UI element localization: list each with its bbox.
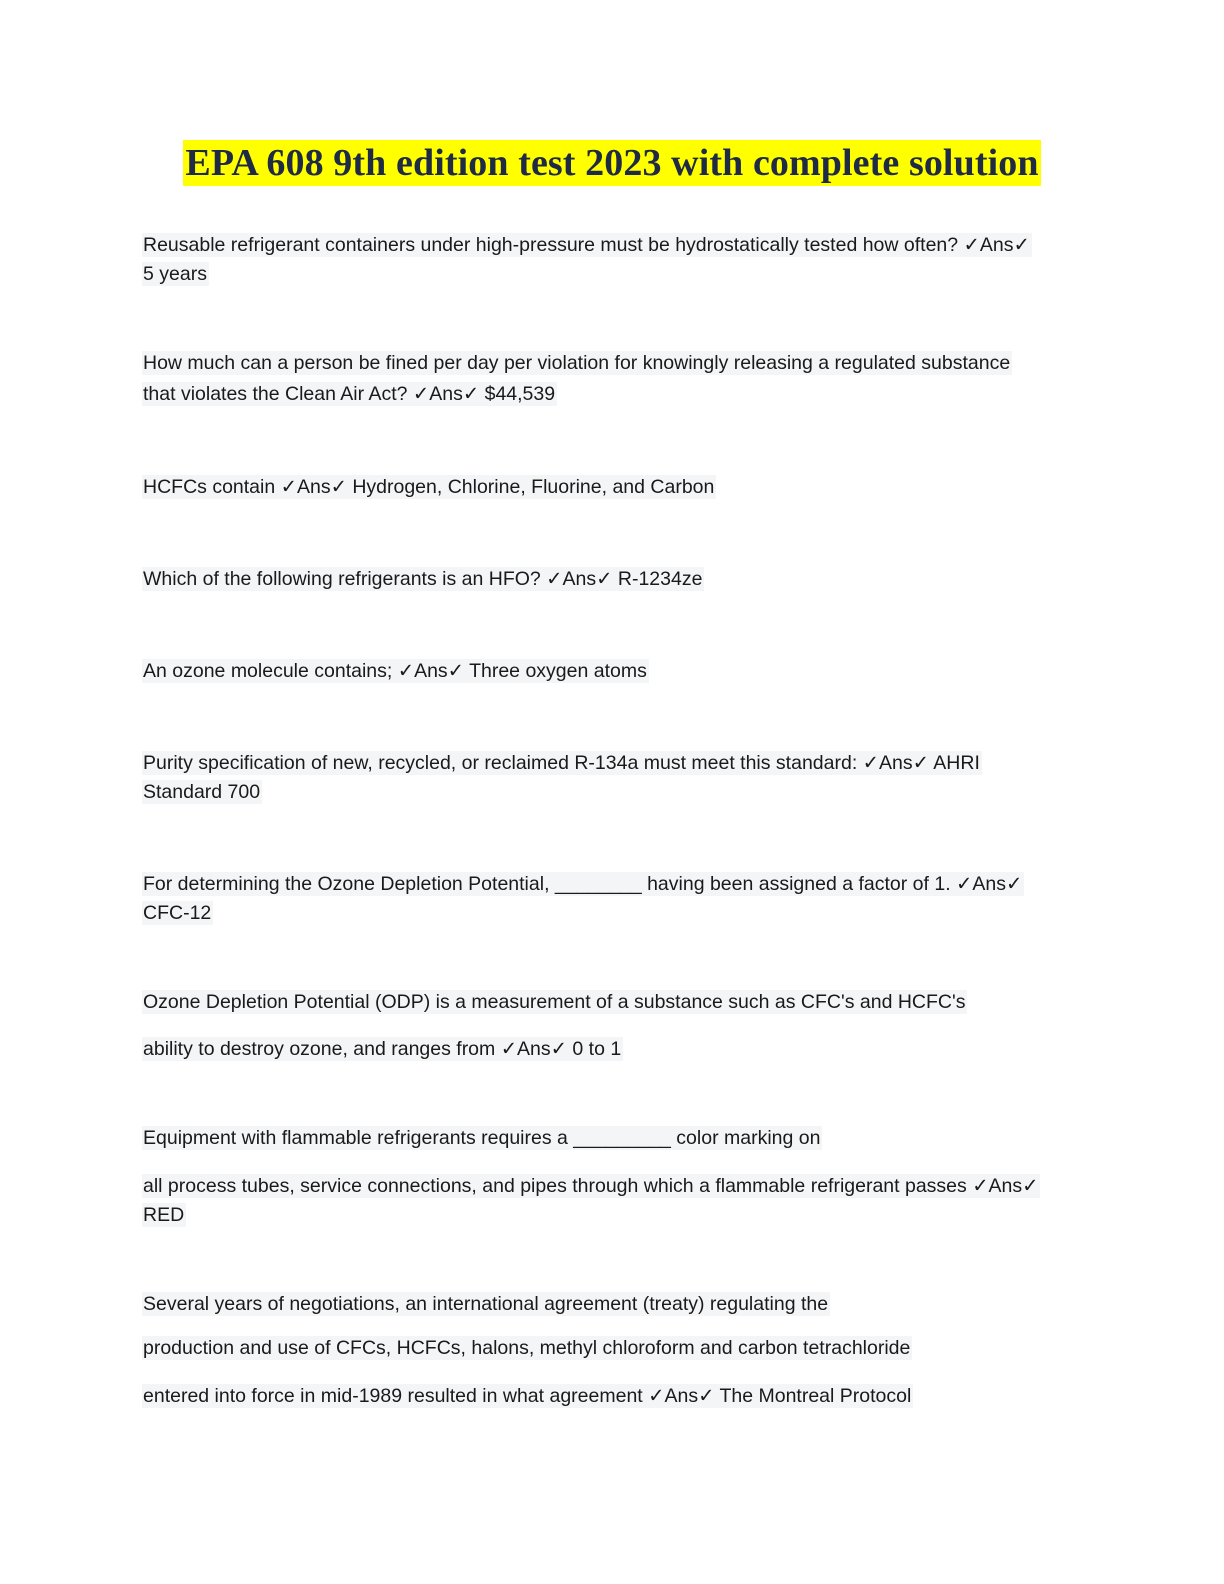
question-8-line-1: Ozone Depletion Potential (ODP) is a measurement of a substance such as CFC's and HCFC's (143, 991, 966, 1013)
question-2-line-2: that violates the Clean Air Act? ✓Ans✓ $44,539 (143, 383, 556, 405)
question-5-line-1: An ozone molecule contains; ✓Ans✓ Three oxygen atoms (143, 660, 647, 682)
question-10-line-2: production and use of CFCs, HCFCs, halons, methyl chloroform and carbon tetrachloride (143, 1337, 911, 1359)
question-2-line-1: How much can a person be fined per day per violation for knowingly releasing a regulated substance (143, 352, 1011, 374)
question-4-line-1: Which of the following refrigerants is an HFO? ✓Ans✓ R-1234ze (143, 568, 703, 590)
question-3-line-1: HCFCs contain ✓Ans✓ Hydrogen, Chlorine, Fluorine, and Carbon (143, 476, 715, 498)
title-container (0, 140, 1224, 186)
question-9-line-2: all process tubes, service connections, and pipes through which a flammable refrigerant passes ✓Ans✓ (143, 1175, 1039, 1197)
question-1-line-1: Reusable refrigerant containers under high-pressure must be hydrostatically tested how often? ✓Ans✓ (143, 234, 1030, 256)
question-9-line-3: RED (143, 1204, 185, 1226)
question-8-line-2: ability to destroy ozone, and ranges from ✓Ans✓ 0 to 1 (143, 1038, 622, 1060)
question-1-line-2: 5 years (143, 263, 207, 285)
question-6-line-1: Purity specification of new, recycled, or reclaimed R-134a must meet this standard: ✓Ans✓ AHRI (143, 752, 980, 774)
question-7-line-2: CFC-12 (143, 902, 212, 924)
question-10-line-1: Several years of negotiations, an international agreement (treaty) regulating the (143, 1293, 829, 1315)
question-6-line-2: Standard 700 (143, 781, 261, 803)
question-9-line-1: Equipment with flammable refrigerants requires a _________ color marking on (143, 1127, 821, 1149)
document-title: EPA 608 9th edition test 2023 with complete solution (185, 142, 1039, 184)
question-7-line-1: For determining the Ozone Depletion Potential, ________ having been assigned a factor of 1. ✓Ans✓ (143, 873, 1023, 895)
question-10-line-3: entered into force in mid-1989 resulted in what agreement ✓Ans✓ The Montreal Protocol (143, 1385, 912, 1407)
